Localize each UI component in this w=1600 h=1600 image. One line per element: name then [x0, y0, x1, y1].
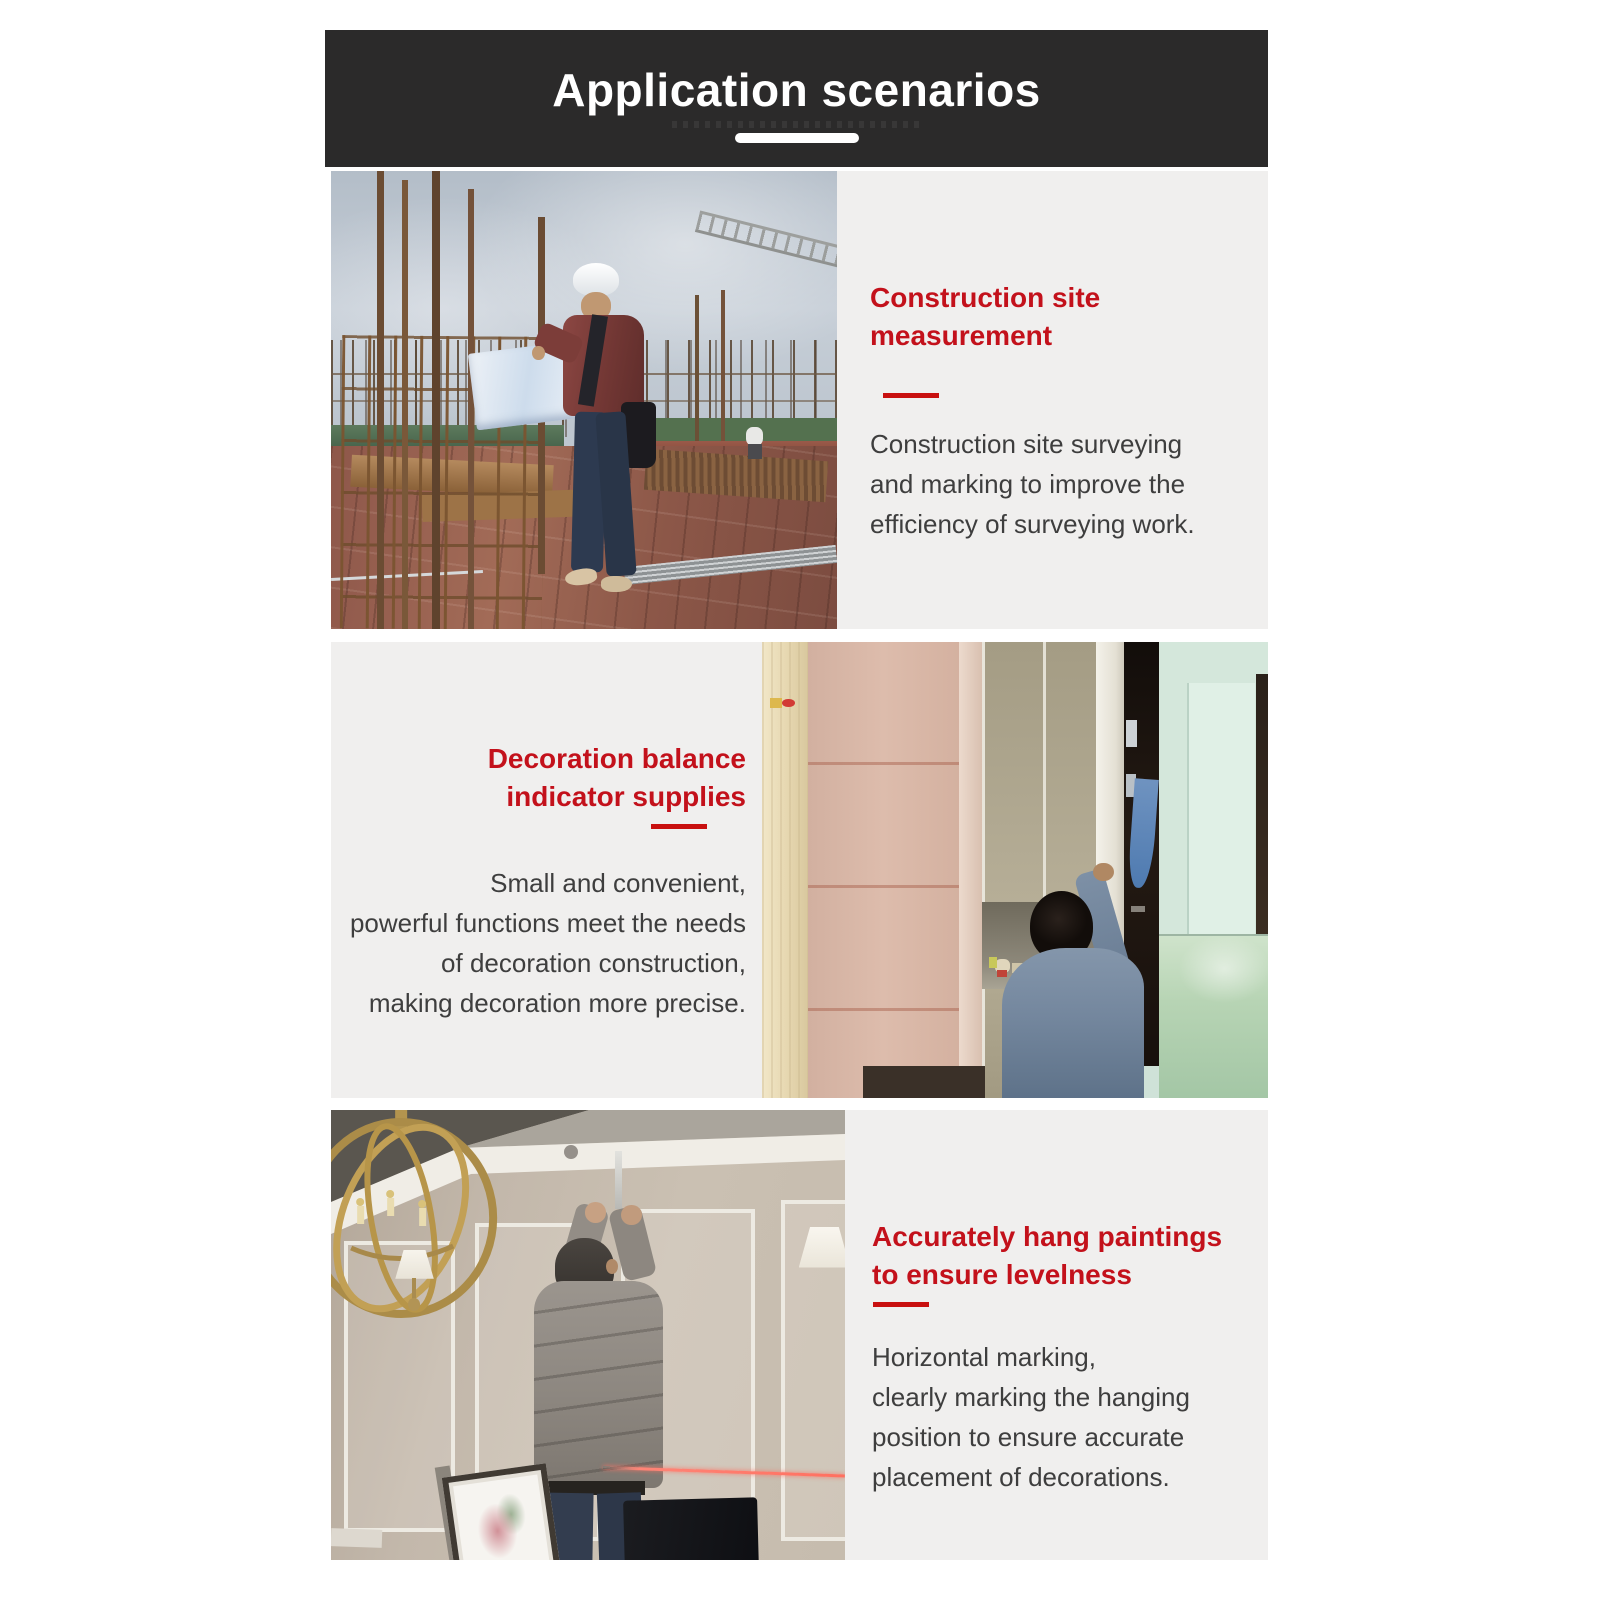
- section-body: [870, 424, 1268, 544]
- body-line: making decoration more precise.: [368, 988, 746, 1018]
- section-construction-measurement: [331, 171, 1268, 629]
- body-line: powerful functions meet the needs: [349, 908, 746, 938]
- heading-line: indicator supplies: [506, 781, 746, 812]
- hand: [621, 1205, 642, 1225]
- rebar-rod: [377, 171, 384, 629]
- heading-underline: [883, 393, 939, 398]
- cabinet-door-seam: [1043, 642, 1046, 902]
- door-edge: [959, 642, 982, 1098]
- hallway-wall-panel: [1187, 683, 1255, 943]
- shelf-item: [997, 970, 1007, 976]
- tv-panel: [623, 1498, 758, 1560]
- body-line: Small and convenient,: [490, 868, 746, 898]
- section-heading: [870, 279, 1268, 355]
- far-door-edge: [1256, 674, 1268, 948]
- metal-hinge: [1126, 720, 1137, 747]
- shoe: [564, 567, 598, 587]
- wood-frame: [762, 642, 808, 1098]
- cabinet-installation-photo: [762, 642, 1268, 1098]
- hand: [585, 1202, 606, 1222]
- wood-door-panel: [808, 642, 960, 1098]
- gray-puffer-jacket: [534, 1281, 663, 1488]
- wall-sconce-arm: [412, 1278, 416, 1301]
- shoe: [601, 576, 631, 592]
- section-heading: [872, 1218, 1268, 1294]
- measuring-tape: [615, 1151, 622, 1210]
- living-room-photo: [331, 1110, 845, 1560]
- wall-sconce-base: [408, 1298, 420, 1311]
- heading-line: Construction site measurement: [870, 282, 1101, 351]
- construction-site-photo: [331, 171, 837, 629]
- face-profile: [606, 1259, 618, 1274]
- section-heading: [331, 740, 746, 816]
- surveyor-figure: [468, 263, 670, 611]
- heading-line: Accurately hang paintings: [872, 1221, 1223, 1252]
- section-body: [331, 863, 746, 1023]
- rebar-rod: [432, 171, 440, 629]
- title-underline: [735, 133, 859, 143]
- body-line: placement of decorations.: [872, 1462, 1170, 1492]
- glossy-floor: [1159, 934, 1268, 1098]
- gold-orb-chandelier: [331, 1110, 526, 1326]
- section-hang-paintings: [331, 1110, 1268, 1560]
- body-line: clearly marking the hanging: [872, 1382, 1190, 1412]
- body-line: efficiency of surveying work.: [870, 509, 1195, 539]
- body-line: Horizontal marking,: [872, 1342, 1096, 1372]
- heading-underline: [651, 824, 707, 829]
- yellow-marker: [770, 698, 783, 708]
- heading-underline: [873, 1302, 929, 1307]
- text-panel: [331, 642, 762, 1098]
- hard-hat: [573, 263, 620, 296]
- worker-body: [1002, 948, 1144, 1098]
- text-panel: [837, 171, 1268, 629]
- distant-worker-legs: [748, 444, 761, 460]
- rebar-rod: [402, 180, 408, 629]
- body-line: and marking to improve the: [870, 469, 1186, 499]
- body-line: of decoration construction,: [441, 948, 746, 978]
- floor-shadow: [863, 1066, 984, 1098]
- cabinet-upper-doors: [982, 642, 1099, 902]
- heading-line: Decoration balance: [487, 743, 746, 774]
- shelf-item: [989, 957, 997, 968]
- heading-line: to ensure levelness: [872, 1259, 1132, 1290]
- framed-painting: [442, 1463, 561, 1560]
- text-panel: [845, 1110, 1268, 1560]
- page-title: Application scenarios: [552, 64, 1041, 116]
- baseboard: [331, 1528, 383, 1548]
- section-decoration-balance: [331, 642, 1268, 1098]
- rebar-rod: [695, 295, 699, 442]
- body-line: Construction site surveying: [870, 429, 1183, 459]
- rebar-rod: [721, 290, 725, 441]
- worker-hand: [1093, 863, 1113, 881]
- hand: [532, 346, 544, 360]
- ghost-watermark: [672, 121, 922, 128]
- section-body: [872, 1337, 1268, 1497]
- header-banner: [325, 30, 1268, 167]
- door-handle: [1131, 906, 1144, 911]
- body-line: position to ensure accurate: [872, 1422, 1185, 1452]
